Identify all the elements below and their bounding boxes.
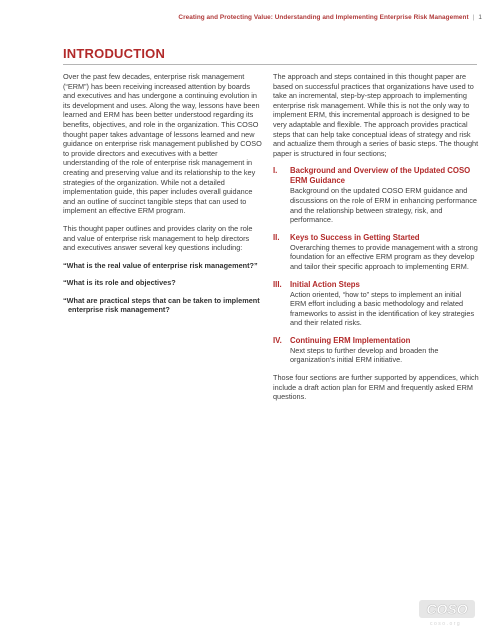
running-header <box>0 14 482 21</box>
section-title: Initial Action Steps <box>290 279 360 289</box>
section-title: Keys to Success in Getting Started <box>290 232 420 242</box>
coso-logo <box>418 598 476 620</box>
page-number: 1 <box>478 14 482 21</box>
section-item-4 <box>273 336 479 365</box>
key-question-value: “What is the real value of enterprise risk management?” <box>63 260 258 270</box>
key-question-steps: “What are practical steps that can be taken to implement enterprise risk management? <box>63 295 260 315</box>
section-item-2 <box>273 233 479 272</box>
section-title: Background and Overview of the Updated COSO ERM Guidance <box>290 166 471 186</box>
intro-paragraph-1: Over the past few decades, enterprise risk management (“ERM”) has been receiving increased attention by boards and executives and has undergone a continuing evolution in its development and uses. Along the way, lessons have been learned and ERM has been better understood regarding its benefits, objectives, and role in the organization. This COSO thought paper takes advantage of lessons learned and new guidance on enterprise risk management published by COSO to provide directors and executives with a better understanding of the role of enterprise risk management in creating and preserving value and its relationship to the key strategies of the organization. While not a detailed implementation guide, this paper includes overall guidance and an outline of succinct tangible steps that can used to implement an effective ERM program. <box>63 72 262 216</box>
header-separator: | <box>472 14 475 21</box>
section-description: Overarching themes to provide management with a strong foundation for an effective ERM program as they develop and tailor their specific approach to implementing ERM. <box>290 242 478 271</box>
right-column <box>273 72 479 410</box>
section-item-3 <box>273 280 479 328</box>
logo-url: coso.org <box>430 621 462 627</box>
section-numeral: IV. <box>273 335 282 345</box>
key-question-role: “What is its role and objectives? <box>63 278 176 288</box>
section-title: Continuing ERM Implementation <box>290 335 411 345</box>
intro-paragraph-2: This thought paper outlines and provides clarity on the role and value of enterprise risk management to help directors and executives answer several key questions including: <box>63 223 253 253</box>
left-column <box>63 72 263 323</box>
section-numeral: I. <box>273 166 278 176</box>
page-title: INTRODUCTION <box>63 46 166 61</box>
section-description: Next steps to further develop and broaden the organization’s initial ERM initiative. <box>290 345 439 365</box>
title-divider <box>63 64 477 65</box>
section-numeral: III. <box>273 279 282 289</box>
section-numeral: II. <box>273 232 280 242</box>
running-title: Creating and Protecting Value: Understanding and Implementing Enterprise Risk Management <box>178 14 469 21</box>
section-item-1 <box>273 166 479 224</box>
logo-text: COSO <box>426 601 468 617</box>
approach-paragraph: The approach and steps contained in this thought paper are based on successful practices that organizations have used to take an incremental, step-by-step approach to implementing enterprise risk management. While this is not the only way to implement ERM, this incremental approach is designed to be very adaptable and flexible. The approach provides practical steps that can help take conceptual ideas of strategy and risk and actualize them through a series of basic steps. The thought paper is structured in four sections; <box>273 72 479 158</box>
closing-paragraph: Those four sections are further supported by appendices, which include a draft action plan for ERM and frequently asked ERM questions. <box>273 373 479 402</box>
section-description: Action oriented, “how to” steps to implement an initial ERM effort including a basic methodology and related frameworks to assist in the identification of key strategies and their related risks. <box>290 289 475 328</box>
section-description: Background on the updated COSO ERM guidance and discussions on the role of ERM in enhancing performance and the relationship between strategy, risk, and performance. <box>290 186 477 225</box>
